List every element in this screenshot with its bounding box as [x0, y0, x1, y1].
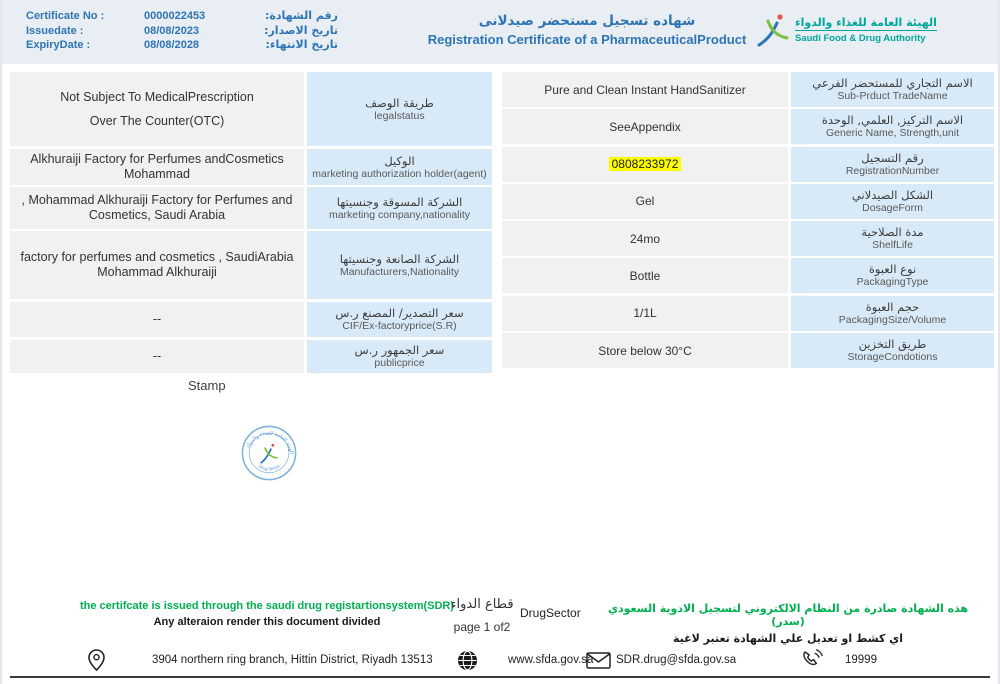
sfda-logo-text [795, 16, 937, 44]
contact-bar [2, 645, 998, 677]
field-label [307, 149, 492, 185]
certificate-title-english: Registration Certificate of a PharmaceuticalProduct [427, 32, 747, 47]
field-label-english: DosageForm [862, 201, 923, 214]
table-row [502, 147, 994, 182]
field-value: Store below 30°C [502, 333, 788, 368]
field-label-english: marketing authorization holder(agent) [312, 167, 487, 180]
sfda-name-arabic: الهيئة العامة للغذاء والدواء [795, 16, 937, 29]
field-value: 24mo [502, 221, 788, 256]
field-label-english: PackagingSize/Volume [838, 313, 947, 326]
meta-row-certificate-no [26, 9, 338, 24]
seal-text-top: الهيئة العامة للغذاء والدواء [245, 430, 295, 455]
email-text: SDR.drug@sfda.gov.sa [616, 654, 737, 666]
field-label-arabic: الشركة الصانعة وجنسيتها [339, 251, 460, 266]
website-text: www.sfda.gov.sa [508, 654, 594, 666]
phone-icon [800, 648, 824, 672]
field-label [307, 302, 492, 337]
field-label [791, 184, 994, 219]
table-row [502, 109, 994, 144]
address-text: 3904 northern ring branch, Hittin District, Riyadh 13513 [152, 654, 433, 666]
page-number: page 1 of2 [453, 620, 511, 634]
field-label [307, 231, 492, 299]
field-value: Gel [502, 184, 788, 219]
field-value [10, 72, 304, 146]
field-value: Pure and Clean Instant HandSanitizer [502, 72, 788, 107]
table-row [502, 333, 994, 368]
field-value: Bottle [502, 258, 788, 293]
official-seal [240, 424, 298, 482]
field-label [791, 109, 994, 144]
drug-sector-arabic: قطاع الدواء [450, 597, 514, 612]
meta-value: 08/08/2023 [144, 24, 200, 37]
table-row [10, 231, 492, 299]
seal-text-bottom: Drug Sector [257, 463, 281, 472]
field-label [307, 72, 492, 146]
certificate-title-arabic: شهاده تسجيل مستحضر صيدلانى [478, 13, 696, 29]
meta-label-arabic: تاريخ الانتهاء: [265, 38, 338, 51]
table-row [10, 302, 492, 337]
field-label-english: Sub-Prduct TradeName [837, 90, 948, 102]
field-label-english: publicprice [374, 357, 425, 369]
table-row [502, 221, 994, 256]
sfda-logo-icon [756, 11, 790, 49]
field-label-arabic: الوكيل [384, 153, 415, 168]
drug-sector-english: DrugSector [520, 606, 581, 620]
field-value: 1/1L [502, 296, 788, 331]
phone-text: 19999 [845, 654, 877, 666]
field-label-arabic: رقم التسجيل [861, 150, 924, 165]
field-value: -- [10, 340, 304, 373]
field-value: -- [10, 302, 304, 337]
field-label-english: PackagingType [856, 276, 929, 289]
table-row [502, 184, 994, 219]
field-label-arabic: مدة الصلاحية [861, 225, 924, 240]
field-label-english: Generic Name, Strength,unit [825, 127, 960, 140]
field-label-arabic: نوع العبوة [868, 262, 917, 277]
footer-notice-arabic-black: اي كشط او تعديل علي الشهادة تعتبر لاغية [672, 632, 904, 645]
table-row [10, 149, 492, 185]
meta-label: Certificate No : [26, 10, 105, 22]
field-label-english: CIF/Ex-factoryprice(S.R) [342, 320, 457, 332]
field-label-english: legalstatus [374, 109, 425, 122]
footer-notice-arabic [602, 602, 974, 645]
field-label-english: marketing company,nationality [328, 208, 471, 221]
field-label [791, 221, 994, 256]
field-label [791, 333, 994, 368]
field-label-arabic: الاسم التجاري للمستحضر الفرعي [812, 76, 973, 90]
field-label [307, 340, 492, 373]
field-label-arabic: الشركة المسوقة وجنسيتها [336, 194, 463, 209]
field-label [791, 296, 994, 331]
field-label-arabic: سعر التصدير/ المصنع ر.س [335, 306, 464, 320]
field-value: , Mohammad Alkhuraiji Factory for Perfumes and Cosmetics, Saudi Arabia [10, 187, 304, 229]
meta-row-issue-date [26, 24, 338, 39]
seal-center-logo [261, 444, 276, 463]
certificate-meta-block [26, 9, 338, 53]
field-value: SeeAppendix [502, 109, 788, 144]
table-row [502, 296, 994, 331]
table-row [10, 340, 492, 373]
certificate-title [422, 13, 752, 47]
field-value: factory for perfumes and cosmetics , SaudiArabia Mohammad Alkhuraiji [10, 231, 304, 299]
field-value: Alkhuraiji Factory for Perfumes andCosmetics Mohammad [10, 149, 304, 185]
product-fields-table-left [10, 72, 492, 373]
registration-number-highlight: 0808233972 [609, 157, 682, 171]
footer-notice-english-black: Any alteraion render this document divided [153, 616, 381, 628]
field-label-arabic: حجم العبوة [865, 299, 920, 314]
field-label-arabic: الاسم التركيز, العلمي, الوحدة [821, 113, 964, 128]
meta-label: Issuedate : [26, 24, 84, 37]
field-label [791, 72, 994, 107]
meta-value: 0000022453 [144, 10, 206, 22]
sfda-logo [756, 11, 937, 49]
product-fields-table-right [502, 72, 994, 370]
field-label-english: StorageCondotions [847, 351, 938, 364]
footer-notice-english-green: the certifcate is issued through the saudi drug registartionsystem(SDR) [79, 600, 455, 612]
field-label-english: ShelfLife [872, 239, 913, 252]
table-row [10, 187, 492, 229]
field-label [791, 147, 994, 182]
meta-label-arabic: تاريخ الاصدار: [264, 23, 338, 37]
footer-notice-arabic-green: هذه الشهادة صادرة من النظام الالكتروني لتسجيل الادوية السعودي (سدر) [607, 602, 969, 628]
field-label-english: Manufacturers,Nationality [339, 265, 460, 278]
legal-status-line-2: Over The Counter(OTC) [89, 113, 225, 128]
field-label-arabic: طريقة الوصف [365, 95, 434, 110]
field-label-arabic: طريق التخزين [858, 337, 927, 352]
meta-value: 08/08/2028 [144, 39, 200, 51]
field-value [502, 147, 788, 182]
field-label-arabic: سعر الجمهور ر.س [354, 343, 445, 357]
stamp-label: Stamp [188, 378, 226, 393]
field-label-english: RegistrationNumber [845, 164, 940, 177]
table-row [502, 72, 994, 107]
globe-icon [457, 650, 478, 671]
meta-label: ExpiryDate : [26, 39, 91, 51]
envelope-icon [586, 652, 611, 669]
field-label [791, 258, 994, 293]
sfda-name-english: Saudi Food & Drug Authority [795, 33, 926, 44]
field-label-arabic: الشكل الصيدلاني [851, 187, 934, 202]
certificate-header [2, 0, 998, 64]
svg-text:Drug Sector [258, 463, 282, 472]
location-pin-icon [88, 649, 105, 671]
meta-row-expiry-date [26, 38, 338, 53]
table-row [10, 72, 492, 146]
table-row [502, 258, 994, 293]
bottom-divider [10, 676, 990, 678]
meta-label-arabic: رقم الشهادة: [264, 9, 338, 22]
field-label [307, 187, 492, 229]
legal-status-line-1: Not Subject To MedicalPrescription [60, 89, 254, 104]
